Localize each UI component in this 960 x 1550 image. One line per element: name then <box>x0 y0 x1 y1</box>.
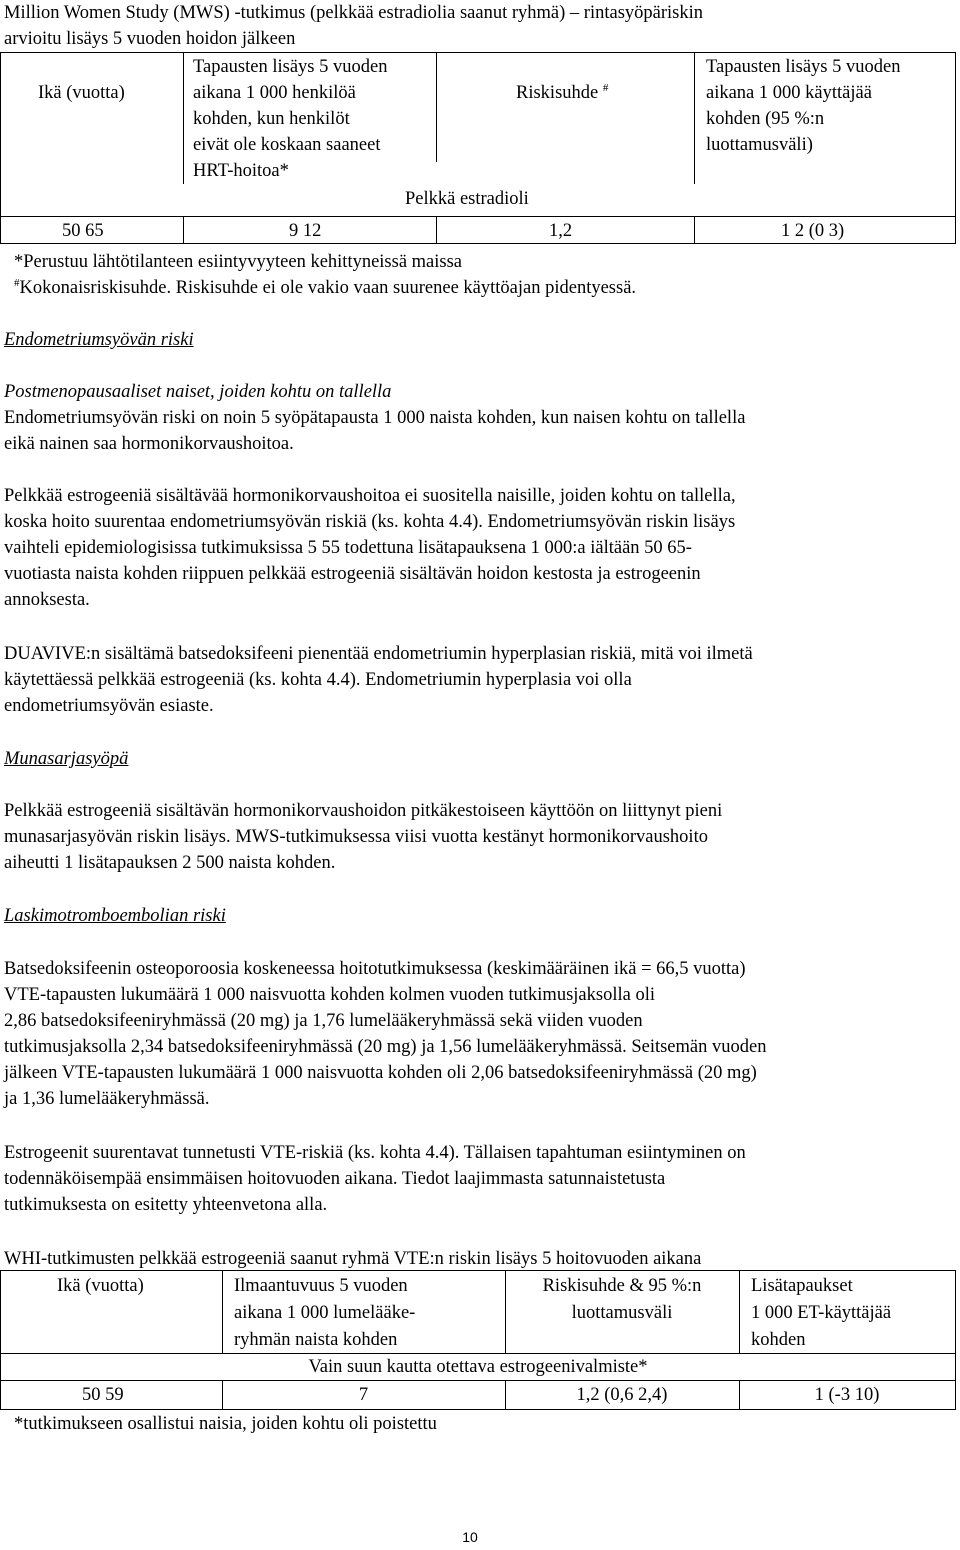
ovarian-paragraph-1: Pelkkää estrogeeniä sisältävän hormonikorvaushoidon pitkäkestoiseen käyttöön on liittynyt pieni munasarjasyövän riskin lisäys. MWS-tutkimuksessa viisi vuotta kestänyt hormonikorvaushoito aiheutti 1 lisätapauksen 2 500 naista kohden. <box>4 801 723 873</box>
endometrial-paragraph-2: Pelkkää estrogeeniä sisältävää hormonikorvaushoitoa ei suositella naisille, joiden kohtu on tallella, koska hoito suurentaa endometriumsyövän riskiä (ks. kohta 4.4). Endometriumsyövän riskin lisäys vaihteli epidemiologisissa tutkimuksissa 5 55 todettuna lisätapauksena 1 000:a iältään 50 65- vuotiasta naista kohden riippuen pelkkää estrogeeniä sisältävän hoidon kestosta ja estrogeenin annoksesta. <box>4 486 736 610</box>
whi-row-risk-ratio: 1,2 (0,6 2,4) <box>576 1385 668 1405</box>
mws-title-line1: Million Women Study (MWS) -tutkimus (pelkkää estradiolia saanut ryhmä) – rintasyöpäriskin <box>4 3 703 23</box>
whi-title: WHI-tutkimusten pelkkää estrogeeniä saanut ryhmä VTE:n riskin lisäys 5 hoitovuoden aikana <box>4 1249 702 1269</box>
endometrial-heading: Endometriumsyövän riski <box>4 330 194 350</box>
whi-row-excess: 1 (-3 10) <box>814 1385 880 1405</box>
ovarian-heading: Munasarjasyöpä <box>4 749 129 769</box>
whi-header-excess: Lisätapaukset 1 000 ET-käyttäjää kohden <box>751 1276 892 1350</box>
mws-subheader: Pelkkä estradioli <box>405 189 529 209</box>
vte-heading: Laskimotromboembolian riski <box>4 906 226 926</box>
mws-row-excess: 1 2 (0 3) <box>781 221 845 241</box>
page-number: 10 <box>462 1529 478 1545</box>
whi-footnote: *tutkimukseen osallistui naisia, joiden kohtu oli poistettu <box>14 1414 437 1434</box>
whi-header-incidence: Ilmaantuvuus 5 vuoden aikana 1 000 lumelääke- ryhmän naista kohden <box>234 1276 416 1350</box>
mws-row-baseline: 9 12 <box>289 221 322 241</box>
vte-paragraph-1: Batsedoksifeenin osteoporoosia koskeneessa hoitotutkimuksessa (keskimääräinen ikä = 66,5 vuotta) VTE-tapausten lukumäärä 1 000 naisvuotta kohden kolmen vuoden tutkimusjaksolla oli 2,86 batsedoksifeeniryhmässä (20 mg) ja 1,76 lumelääkeryhmässä sekä viiden vuoden tutkimusjaksolla 2,34 batsedoksifeeniryhmässä (20 mg) ja 1,56 lumelääkeryhmässä. Seitsemän vuoden jälkeen VTE-tapausten lukumäärä 1 000 naisvuotta kohden oli 2,06 batsedoksifeeniryhmässä (20 mg) ja 1,36 lumelääkeryhmässä. <box>4 959 767 1109</box>
mws-title-line2: arvioitu lisäys 5 vuoden hoidon jälkeen <box>4 29 296 49</box>
vte-paragraph-2: Estrogeenit suurentavat tunnetusti VTE-riskiä (ks. kohta 4.4). Tällaisen tapahtuman esiintyminen on todennäköisempää ensimmäisen hoitovuoden aikana. Tiedot laajimmasta satunnaistetusta tutkimuksesta on esitetty yhteenvetona alla. <box>4 1143 746 1215</box>
whi-table <box>0 1270 956 1412</box>
mws-header-age: Ikä (vuotta) <box>38 83 125 103</box>
mws-header-risk-ratio: Riskisuhde # <box>516 81 609 103</box>
whi-header-age: Ikä (vuotta) <box>57 1276 144 1296</box>
endometrial-paragraph-3: DUAVIVE:n sisältämä batsedoksifeeni pienentää endometriumin hyperplasian riskiä, mitä voi ilmetä käytettäessä pelkkää estrogeeniä (ks. kohta 4.4). Endometriumin hyperplasia voi olla endometriumsyövän esiaste. <box>4 644 753 716</box>
mws-header-baseline: Tapausten lisäys 5 vuoden aikana 1 000 henkilöä kohden, kun henkilöt eivät ole koskaan saaneet HRT-hoitoa* <box>193 57 388 181</box>
mws-table <box>0 52 956 244</box>
mws-row-age: 50 65 <box>62 221 104 241</box>
whi-row-incidence: 7 <box>358 1385 369 1405</box>
mws-header-excess: Tapausten lisäys 5 vuoden aikana 1 000 käyttäjää kohden (95 %:n luottamusväli) <box>706 57 901 155</box>
mws-footnote-1: *Perustuu lähtötilanteen esiintyvyyteen kehittyneissä maissa <box>14 252 463 272</box>
endometrial-paragraph-1: Endometriumsyövän riski on noin 5 syöpätapausta 1 000 naista kohden, kun naisen kohtu on tallella eikä nainen saa hormonikorvaushoitoa. <box>4 408 746 454</box>
mws-row-risk-ratio: 1,2 <box>549 221 573 241</box>
whi-header-risk-ratio: Riskisuhde & 95 %:n luottamusväli <box>542 1276 702 1323</box>
mws-footnote-2: #Kokonaisriskisuhde. Riskisuhde ei ole vakio vaan suurenee käyttöajan pidentyessä. <box>14 276 637 298</box>
whi-subheader: Vain suun kautta otettava estrogeenivalmiste* <box>308 1357 648 1377</box>
whi-row-age: 50 59 <box>82 1385 124 1405</box>
endometrial-subheading: Postmenopausaaliset naiset, joiden kohtu on tallella <box>4 382 392 402</box>
